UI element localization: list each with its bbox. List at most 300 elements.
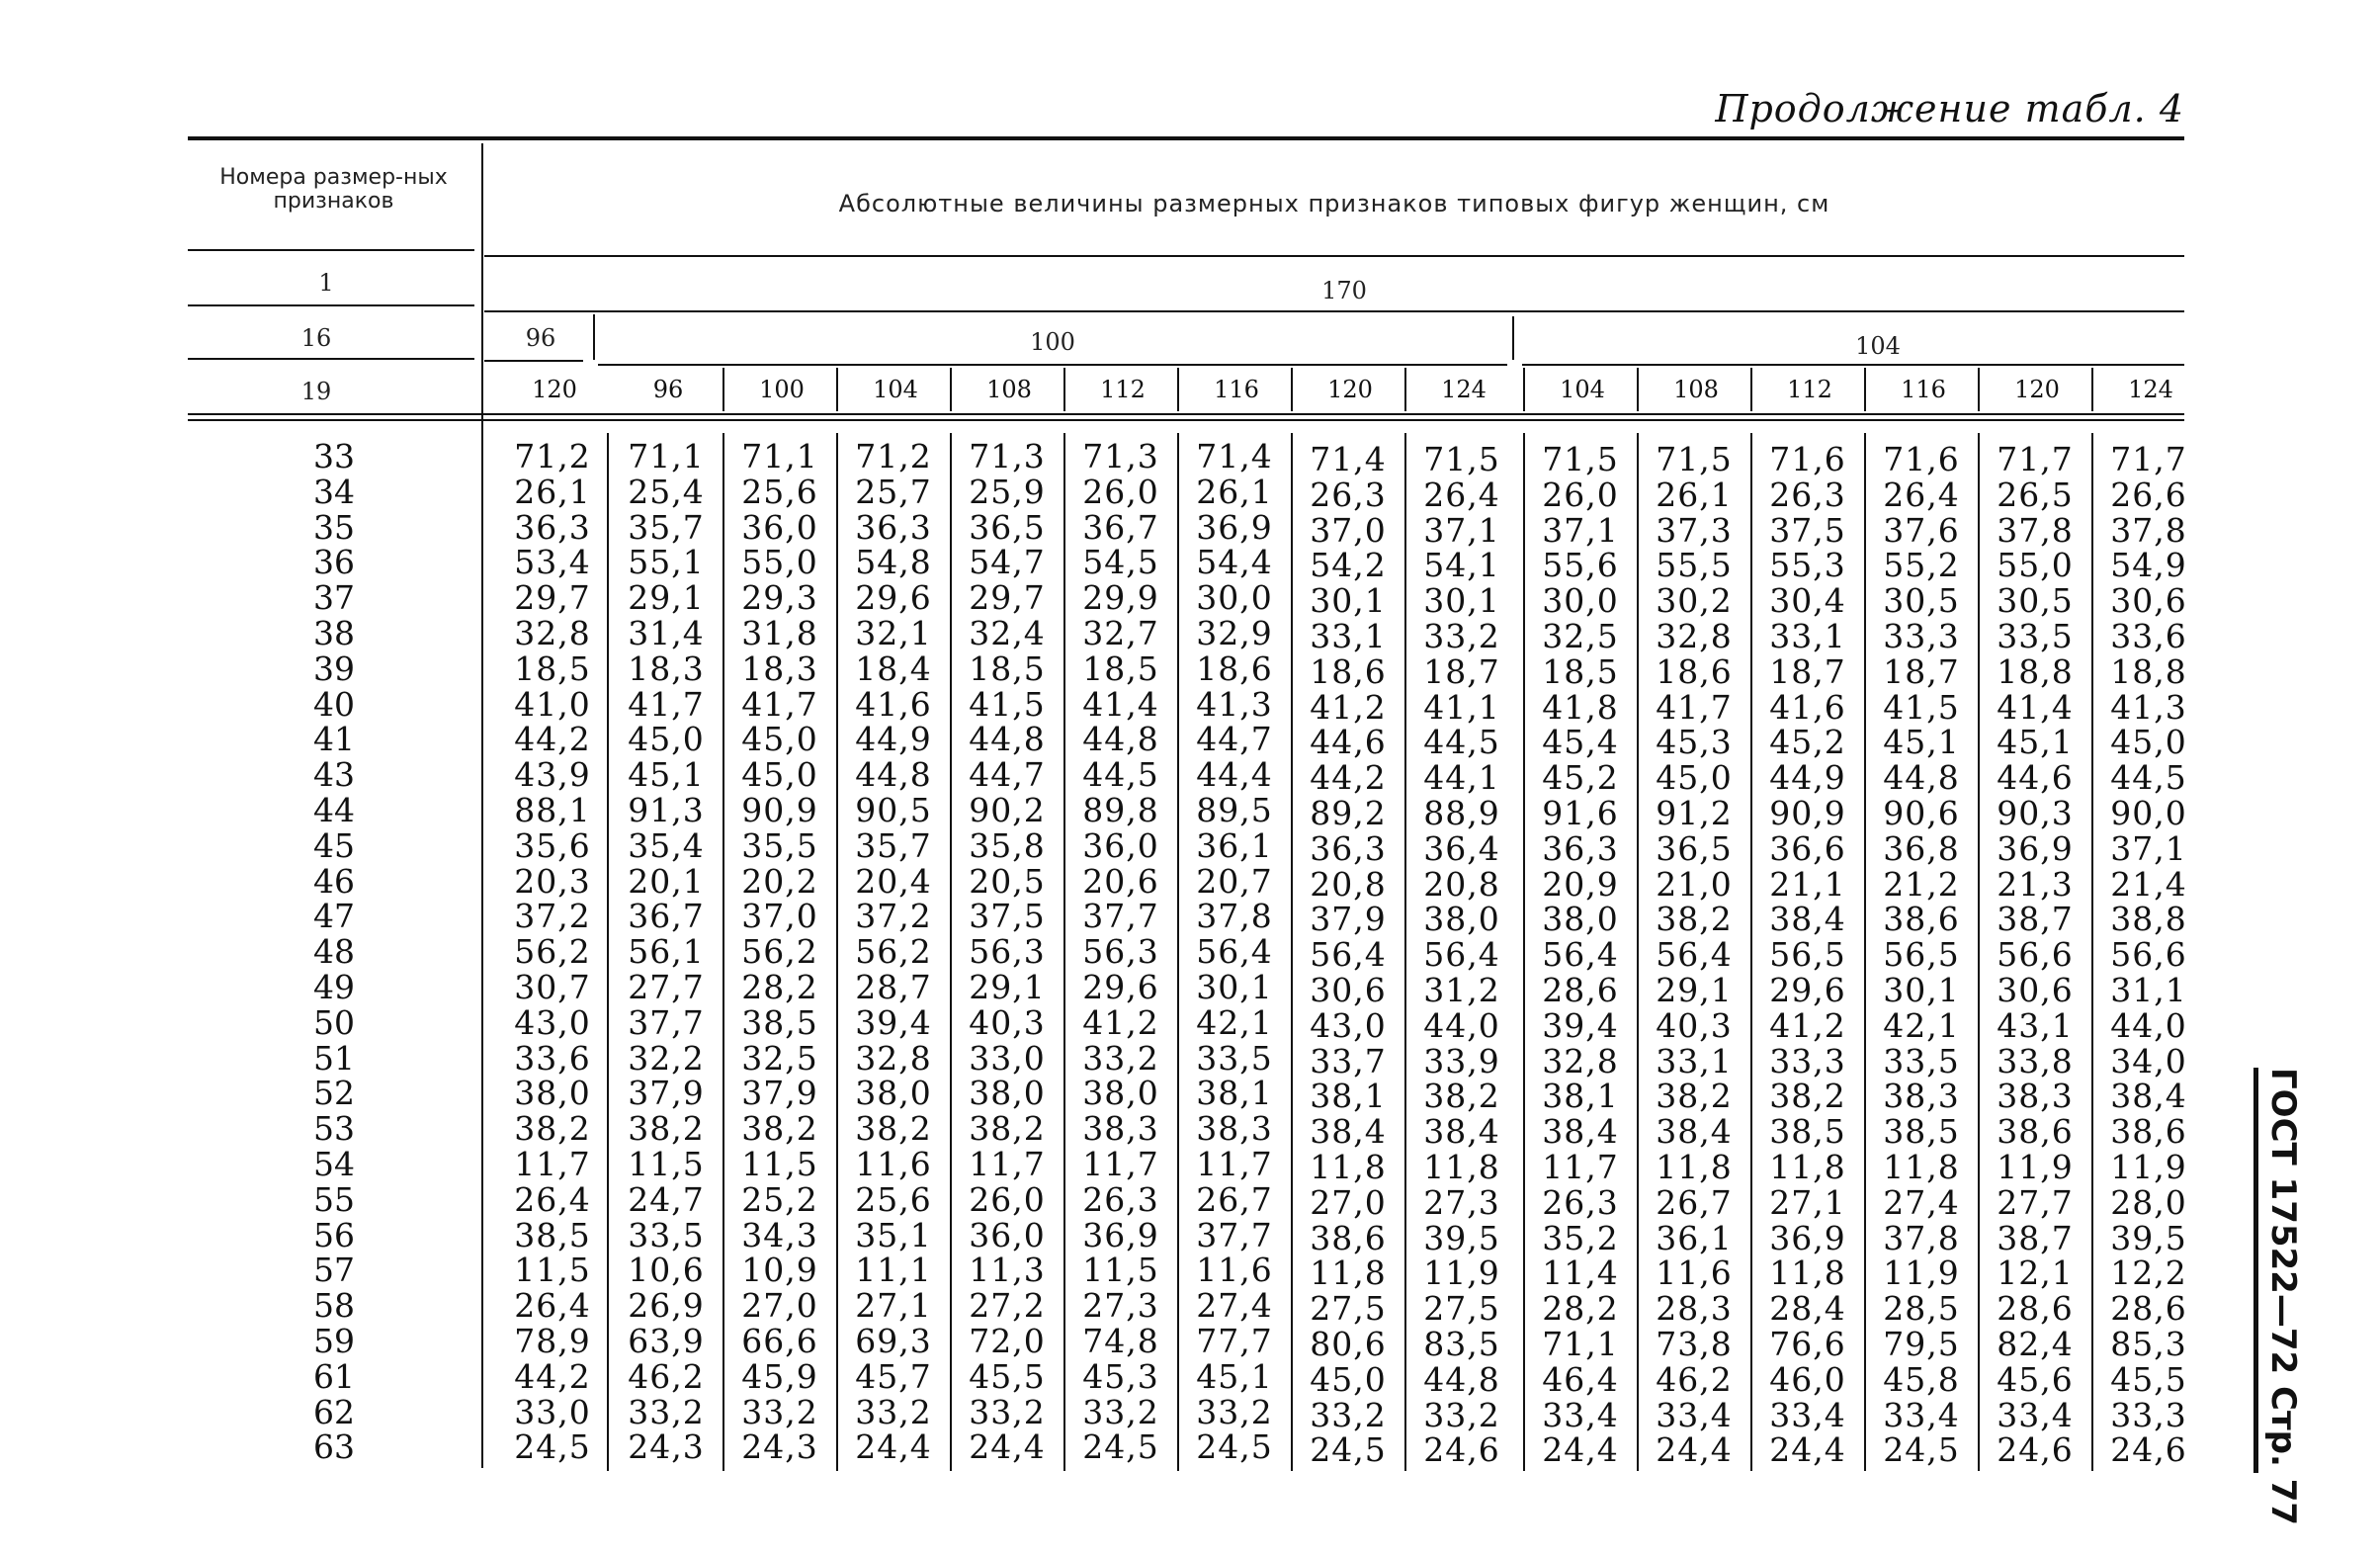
table-cell: 36,4: [1423, 828, 1500, 868]
header-rule-2b: [484, 310, 2184, 312]
table-cell: 45,5: [969, 1356, 1046, 1396]
table-cell: 18,5: [1542, 651, 1619, 691]
table-cell: 37,0: [1310, 510, 1387, 550]
row-number: 35: [313, 507, 355, 547]
table-cell: 32,5: [741, 1038, 818, 1078]
table-cell: 40,3: [969, 1002, 1046, 1042]
table-cell: 38,2: [1656, 900, 1733, 939]
table-cell: 39,5: [2110, 1218, 2187, 1257]
row16-group-104: 104: [1855, 332, 1901, 360]
table-cell: 24,4: [1769, 1430, 1846, 1470]
table-cell: 90,5: [855, 791, 932, 829]
table-cell: 30,0: [1542, 581, 1619, 621]
table-cell: 18,5: [514, 648, 591, 688]
table-cell: 45,7: [855, 1356, 932, 1396]
table-cell: 29,9: [1082, 578, 1159, 618]
table-cell: 29,3: [741, 578, 818, 618]
table-cell: 20,9: [1542, 864, 1619, 904]
table-cell: 26,6: [2110, 475, 2187, 514]
table-cell: 18,7: [1423, 651, 1500, 691]
table-cell: 33,3: [1883, 617, 1960, 655]
table-cell: 26,1: [1656, 475, 1733, 514]
table-cell: 41,3: [1196, 684, 1273, 724]
table-cell: 11,6: [1656, 1253, 1733, 1293]
table-cell: 56,6: [1997, 935, 2074, 975]
table-cell: 56,3: [1082, 932, 1159, 972]
table-cell: 35,7: [855, 825, 932, 865]
table-cell: 29,6: [1769, 971, 1846, 1009]
table-cell: 36,9: [1997, 828, 2074, 868]
column-header: 104: [873, 376, 918, 403]
table-cell: 56,2: [855, 932, 932, 972]
table-cell: 38,5: [1883, 1112, 1960, 1152]
table-cell: 11,9: [2110, 1148, 2187, 1186]
table-cell: 38,6: [1997, 1112, 2074, 1152]
table-cell: 25,7: [855, 472, 932, 511]
table-cell: 71,2: [855, 437, 932, 475]
table-cell: 21,3: [1997, 864, 2074, 904]
table-cell: 41,7: [741, 684, 818, 724]
table-cell: 38,2: [514, 1109, 591, 1149]
table-cell: 29,1: [969, 968, 1046, 1006]
header-double-rule-bottom: [188, 419, 2184, 421]
table-cell: 36,9: [1769, 1218, 1846, 1257]
table-cell: 18,8: [2110, 651, 2187, 691]
table-cell: 38,4: [1423, 1112, 1500, 1152]
row16-group-96: 96: [525, 324, 556, 352]
table-cell: 37,9: [741, 1074, 818, 1113]
table-cell: 36,5: [969, 507, 1046, 547]
table-cell: 44,7: [969, 755, 1046, 795]
table-cell: 66,6: [741, 1322, 818, 1360]
table-cell: 26,0: [1082, 472, 1159, 511]
row-number: 38: [313, 614, 355, 652]
table-cell: 44,5: [1423, 723, 1500, 762]
table-cell: 54,9: [2110, 546, 2187, 585]
table-cell: 44,8: [855, 755, 932, 795]
table-cell: 26,1: [1196, 472, 1273, 511]
table-cell: 41,6: [1769, 687, 1846, 727]
column-header: 112: [1787, 376, 1832, 403]
table-cell: 38,2: [1769, 1077, 1846, 1116]
table-cell: 40,3: [1656, 1005, 1733, 1045]
table-cell: 36,0: [1082, 825, 1159, 865]
column-header: 100: [759, 376, 805, 403]
table-cell: 12,2: [2110, 1253, 2187, 1293]
column-divider: [1864, 368, 1866, 411]
table-cell: 26,3: [1769, 475, 1846, 514]
table-cell: 24,4: [1656, 1430, 1733, 1470]
table-cell: 33,2: [1082, 1038, 1159, 1078]
table-cell: 44,2: [514, 720, 591, 759]
table-cell: 41,2: [1769, 1005, 1846, 1045]
table-cell: 44,1: [1423, 758, 1500, 798]
table-cell: 83,5: [1423, 1325, 1500, 1363]
table-cell: 28,4: [1769, 1289, 1846, 1329]
table-cell: 27,0: [1310, 1182, 1387, 1222]
table-cell: 45,4: [1542, 723, 1619, 762]
table-caption: Продолжение табл. 4: [1715, 87, 2184, 130]
table-cell: 44,0: [1423, 1005, 1500, 1045]
table-cell: 38,0: [1082, 1074, 1159, 1113]
table-cell: 30,1: [1883, 971, 1960, 1009]
table-cell: 41,5: [969, 684, 1046, 724]
row-number: 36: [313, 543, 355, 582]
column-divider: [836, 368, 838, 411]
table-cell: 32,9: [1196, 614, 1273, 652]
table-cell: 37,8: [1196, 897, 1273, 936]
table-cell: 21,1: [1769, 864, 1846, 904]
table-cell: 55,0: [1997, 546, 2074, 585]
table-cell: 43,0: [514, 1002, 591, 1042]
table-cell: 33,4: [1883, 1395, 1960, 1434]
header-rule-3b-left: [484, 360, 583, 362]
table-cell: 26,0: [969, 1179, 1046, 1219]
table-cell: 36,8: [1883, 828, 1960, 868]
column-header: 120: [2014, 376, 2060, 403]
table-cell: 11,7: [969, 1145, 1046, 1183]
column-header: 112: [1100, 376, 1146, 403]
table-cell: 35,8: [969, 825, 1046, 865]
table-cell: 28,6: [2110, 1289, 2187, 1329]
table-cell: 11,8: [1769, 1253, 1846, 1293]
table-cell: 56,3: [969, 932, 1046, 972]
table-cell: 11,5: [741, 1145, 818, 1183]
table-cell: 11,8: [1423, 1148, 1500, 1186]
table-cell: 33,0: [514, 1392, 591, 1431]
table-cell: 89,5: [1196, 791, 1273, 829]
table-cell: 11,7: [514, 1145, 591, 1183]
table-cell: 27,0: [741, 1286, 818, 1326]
table-cell: 90,9: [1769, 794, 1846, 832]
table-cell: 25,9: [969, 472, 1046, 511]
table-cell: 79,5: [1883, 1325, 1960, 1363]
table-cell: 26,7: [1656, 1182, 1733, 1222]
row-number: 39: [313, 648, 355, 688]
table-cell: 37,7: [628, 1002, 705, 1042]
table-cell: 30,1: [1196, 968, 1273, 1006]
table-cell: 44,8: [1423, 1359, 1500, 1399]
table-cell: 30,5: [1997, 581, 2074, 621]
table-cell: 30,0: [1196, 578, 1273, 618]
table-cell: 71,2: [514, 437, 591, 475]
table-cell: 18,3: [741, 648, 818, 688]
table-cell: 38,0: [514, 1074, 591, 1113]
table-cell: 56,5: [1883, 935, 1960, 975]
header-rule-3b-right: [1522, 364, 2184, 366]
table-cell: 56,2: [514, 932, 591, 972]
main-title: Абсолютные величины размерных признаков типовых фигур женщин, см: [838, 190, 1830, 217]
table-cell: 36,7: [1082, 507, 1159, 547]
table-cell: 90,2: [969, 791, 1046, 829]
table-cell: 46,4: [1542, 1359, 1619, 1399]
table-cell: 37,5: [1769, 510, 1846, 550]
table-cell: 36,0: [969, 1215, 1046, 1254]
table-cell: 26,4: [1883, 475, 1960, 514]
table-cell: 82,4: [1997, 1325, 2074, 1363]
column-divider: [1523, 368, 1525, 411]
table-cell: 11,9: [1997, 1148, 2074, 1186]
table-cell: 41,7: [628, 684, 705, 724]
table-cell: 11,9: [1423, 1253, 1500, 1293]
table-cell: 43,1: [1997, 1005, 2074, 1045]
table-cell: 28,2: [1542, 1289, 1619, 1329]
table-cell: 37,7: [1082, 897, 1159, 936]
table-cell: 37,9: [1310, 900, 1387, 939]
table-cell: 41,3: [2110, 687, 2187, 727]
table-cell: 31,8: [741, 614, 818, 652]
table-cell: 30,6: [2110, 581, 2187, 621]
table-cell: 27,5: [1423, 1289, 1500, 1329]
table-cell: 38,4: [1769, 900, 1846, 939]
table-cell: 38,6: [1310, 1218, 1387, 1257]
column-divider: [950, 368, 952, 411]
row-number: 54: [313, 1145, 355, 1183]
table-cell: 38,2: [1423, 1077, 1500, 1116]
table-cell: 54,7: [969, 543, 1046, 582]
table-cell: 33,2: [1423, 1395, 1500, 1434]
table-cell: 35,1: [855, 1215, 932, 1254]
table-cell: 11,5: [514, 1251, 591, 1290]
column-divider: [2091, 368, 2093, 411]
table-cell: 30,4: [1769, 581, 1846, 621]
column-header: 108: [1673, 376, 1719, 403]
header-rule-3b-mid: [598, 364, 1507, 366]
table-cell: 45,3: [1656, 723, 1733, 762]
table-cell: 38,2: [628, 1109, 705, 1149]
table-cell: 71,5: [1423, 440, 1500, 478]
row-number: 45: [313, 825, 355, 865]
header-rule-2: [188, 304, 474, 306]
table-cell: 38,5: [741, 1002, 818, 1042]
table-cell: 38,2: [1656, 1077, 1733, 1116]
column-divider: [1978, 368, 1980, 411]
table-cell: 33,0: [969, 1038, 1046, 1078]
table-cell: 11,5: [1082, 1251, 1159, 1290]
column-header: 124: [1441, 376, 1487, 403]
table-cell: 20,1: [628, 861, 705, 901]
table-cell: 25,6: [855, 1179, 932, 1219]
table-cell: 33,6: [514, 1038, 591, 1078]
table-cell: 38,1: [1196, 1074, 1273, 1113]
table-cell: 21,2: [1883, 864, 1960, 904]
table-cell: 26,4: [514, 1179, 591, 1219]
table-cell: 11,9: [1883, 1253, 1960, 1293]
table-cell: 38,3: [1082, 1109, 1159, 1149]
table-cell: 41,2: [1082, 1002, 1159, 1042]
table-cell: 29,6: [1082, 968, 1159, 1006]
table-cell: 44,4: [1196, 755, 1273, 795]
table-cell: 43,0: [1310, 1005, 1387, 1045]
table-cell: 80,6: [1310, 1325, 1387, 1363]
table-cell: 20,4: [855, 861, 932, 901]
header-double-rule-top: [188, 413, 2184, 415]
table-cell: 45,1: [628, 755, 705, 795]
table-cell: 27,1: [1769, 1182, 1846, 1222]
table-cell: 71,5: [1542, 440, 1619, 478]
table-cell: 45,0: [741, 720, 818, 759]
table-cell: 38,0: [855, 1074, 932, 1113]
table-cell: 24,6: [1997, 1430, 2074, 1470]
table-cell: 41,5: [1883, 687, 1960, 727]
column-header: 104: [1560, 376, 1605, 403]
table-cell: 26,9: [628, 1286, 705, 1326]
column-header: 96: [652, 376, 684, 403]
table-cell: 33,1: [1769, 617, 1846, 655]
table-cell: 33,7: [1310, 1041, 1387, 1080]
table-cell: 56,2: [741, 932, 818, 972]
table-cell: 11,7: [1196, 1145, 1273, 1183]
table-cell: 36,1: [1196, 825, 1273, 865]
table-cell: 45,8: [1883, 1359, 1960, 1399]
table-cell: 36,9: [1196, 507, 1273, 547]
table-cell: 30,2: [1656, 581, 1733, 621]
side-label: ГОСТ 17522—72 Стр. 77: [2263, 1068, 2303, 1526]
table-cell: 38,3: [1196, 1109, 1273, 1149]
table-cell: 36,0: [741, 507, 818, 547]
table-cell: 56,1: [628, 932, 705, 972]
table-cell: 45,1: [1997, 723, 2074, 762]
table-cell: 39,4: [855, 1002, 932, 1042]
table-cell: 36,3: [1310, 828, 1387, 868]
row-number: 48: [313, 932, 355, 972]
row1-label: 1: [318, 269, 334, 297]
table-cell: 30,1: [1423, 581, 1500, 621]
table-cell: 37,9: [628, 1074, 705, 1113]
table-cell: 26,4: [514, 1286, 591, 1326]
row-number: 61: [313, 1356, 355, 1396]
table-cell: 55,5: [1656, 546, 1733, 585]
table-cell: 71,7: [2110, 440, 2187, 478]
table-cell: 45,9: [741, 1356, 818, 1396]
table-cell: 18,6: [1310, 651, 1387, 691]
table-cell: 91,6: [1542, 794, 1619, 832]
row-number: 33: [313, 437, 355, 475]
table-cell: 33,9: [1423, 1041, 1500, 1080]
side-bar: [2253, 1068, 2258, 1473]
table-cell: 88,9: [1423, 794, 1500, 832]
row19-label: 19: [300, 378, 332, 405]
table-cell: 77,7: [1196, 1322, 1273, 1360]
table-cell: 30,6: [1310, 971, 1387, 1009]
column-divider: [1063, 368, 1065, 411]
table-cell: 71,4: [1196, 437, 1273, 475]
table-cell: 76,6: [1769, 1325, 1846, 1363]
table-cell: 26,0: [1542, 475, 1619, 514]
table-cell: 33,3: [1769, 1041, 1846, 1080]
column-header: 120: [532, 376, 577, 403]
table-cell: 38,0: [969, 1074, 1046, 1113]
table-cell: 11,3: [969, 1251, 1046, 1290]
column-header: 116: [1901, 376, 1946, 403]
table-cell: 24,6: [2110, 1430, 2187, 1470]
row-number: 51: [313, 1038, 355, 1078]
table-cell: 36,9: [1082, 1215, 1159, 1254]
table-cell: 12,1: [1997, 1253, 2074, 1293]
table-cell: 33,4: [1656, 1395, 1733, 1434]
table-cell: 44,5: [2110, 758, 2187, 798]
column-header: 124: [2128, 376, 2173, 403]
header-rule-1: [188, 249, 474, 251]
table-cell: 38,5: [514, 1215, 591, 1254]
table-cell: 41,7: [1656, 687, 1733, 727]
table-cell: 32,2: [628, 1038, 705, 1078]
table-cell: 44,2: [514, 1356, 591, 1396]
table-cell: 38,2: [855, 1109, 932, 1149]
table-cell: 21,0: [1656, 864, 1733, 904]
table-cell: 45,1: [1196, 1356, 1273, 1396]
table-cell: 45,0: [628, 720, 705, 759]
column-divider: [1637, 368, 1639, 411]
table-cell: 28,2: [741, 968, 818, 1006]
table-cell: 55,6: [1542, 546, 1619, 585]
table-cell: 33,1: [1310, 617, 1387, 655]
row-label-title: Номера размер-ных признаков: [219, 165, 448, 214]
table-cell: 38,7: [1997, 1218, 2074, 1257]
table-cell: 11,6: [1196, 1251, 1273, 1290]
table-cell: 30,7: [514, 968, 591, 1006]
table-cell: 28,7: [855, 968, 932, 1006]
table-cell: 31,4: [628, 614, 705, 652]
table-cell: 18,5: [969, 648, 1046, 688]
table-cell: 44,8: [1082, 720, 1159, 759]
table-cell: 45,1: [1883, 723, 1960, 762]
table-cell: 44,5: [1082, 755, 1159, 795]
table-cell: 38,2: [969, 1109, 1046, 1149]
row-number: 47: [313, 897, 355, 936]
table-cell: 33,3: [2110, 1395, 2187, 1434]
table-cell: 33,2: [741, 1392, 818, 1431]
table-cell: 71,4: [1310, 440, 1387, 478]
table-cell: 11,8: [1310, 1148, 1387, 1186]
table-cell: 37,1: [2110, 828, 2187, 868]
table-cell: 26,4: [1423, 475, 1500, 514]
table-cell: 24,4: [969, 1427, 1046, 1467]
table-cell: 33,2: [855, 1392, 932, 1431]
table-cell: 24,7: [628, 1179, 705, 1219]
row-number: 56: [313, 1215, 355, 1254]
table-cell: 27,3: [1423, 1182, 1500, 1222]
table-cell: 32,8: [514, 614, 591, 652]
table-cell: 46,2: [1656, 1359, 1733, 1399]
table-cell: 55,1: [628, 543, 705, 582]
table-cell: 37,3: [1656, 510, 1733, 550]
table-cell: 11,5: [628, 1145, 705, 1183]
table-cell: 33,1: [1656, 1041, 1733, 1080]
table-cell: 11,1: [855, 1251, 932, 1290]
table-cell: 37,2: [855, 897, 932, 936]
table-cell: 18,7: [1769, 651, 1846, 691]
table-cell: 45,5: [2110, 1359, 2187, 1399]
row-number: 40: [313, 684, 355, 724]
table-cell: 37,1: [1423, 510, 1500, 550]
table-cell: 41,2: [1310, 687, 1387, 727]
table-cell: 24,5: [1310, 1430, 1387, 1470]
table-cell: 33,2: [1423, 617, 1500, 655]
table-cell: 56,4: [1542, 935, 1619, 975]
table-cell: 44,6: [1310, 723, 1387, 762]
table-cell: 33,4: [1997, 1395, 2074, 1434]
table-cell: 71,1: [741, 437, 818, 475]
column-divider: [1177, 368, 1179, 411]
column-divider: [1404, 368, 1406, 411]
table-cell: 24,5: [514, 1427, 591, 1467]
table-cell: 38,4: [1542, 1112, 1619, 1152]
table-cell: 44,0: [2110, 1005, 2187, 1045]
header-group-divider-104: [1512, 316, 1514, 360]
table-cell: 38,8: [2110, 900, 2187, 939]
table-cell: 33,2: [1310, 1395, 1387, 1434]
